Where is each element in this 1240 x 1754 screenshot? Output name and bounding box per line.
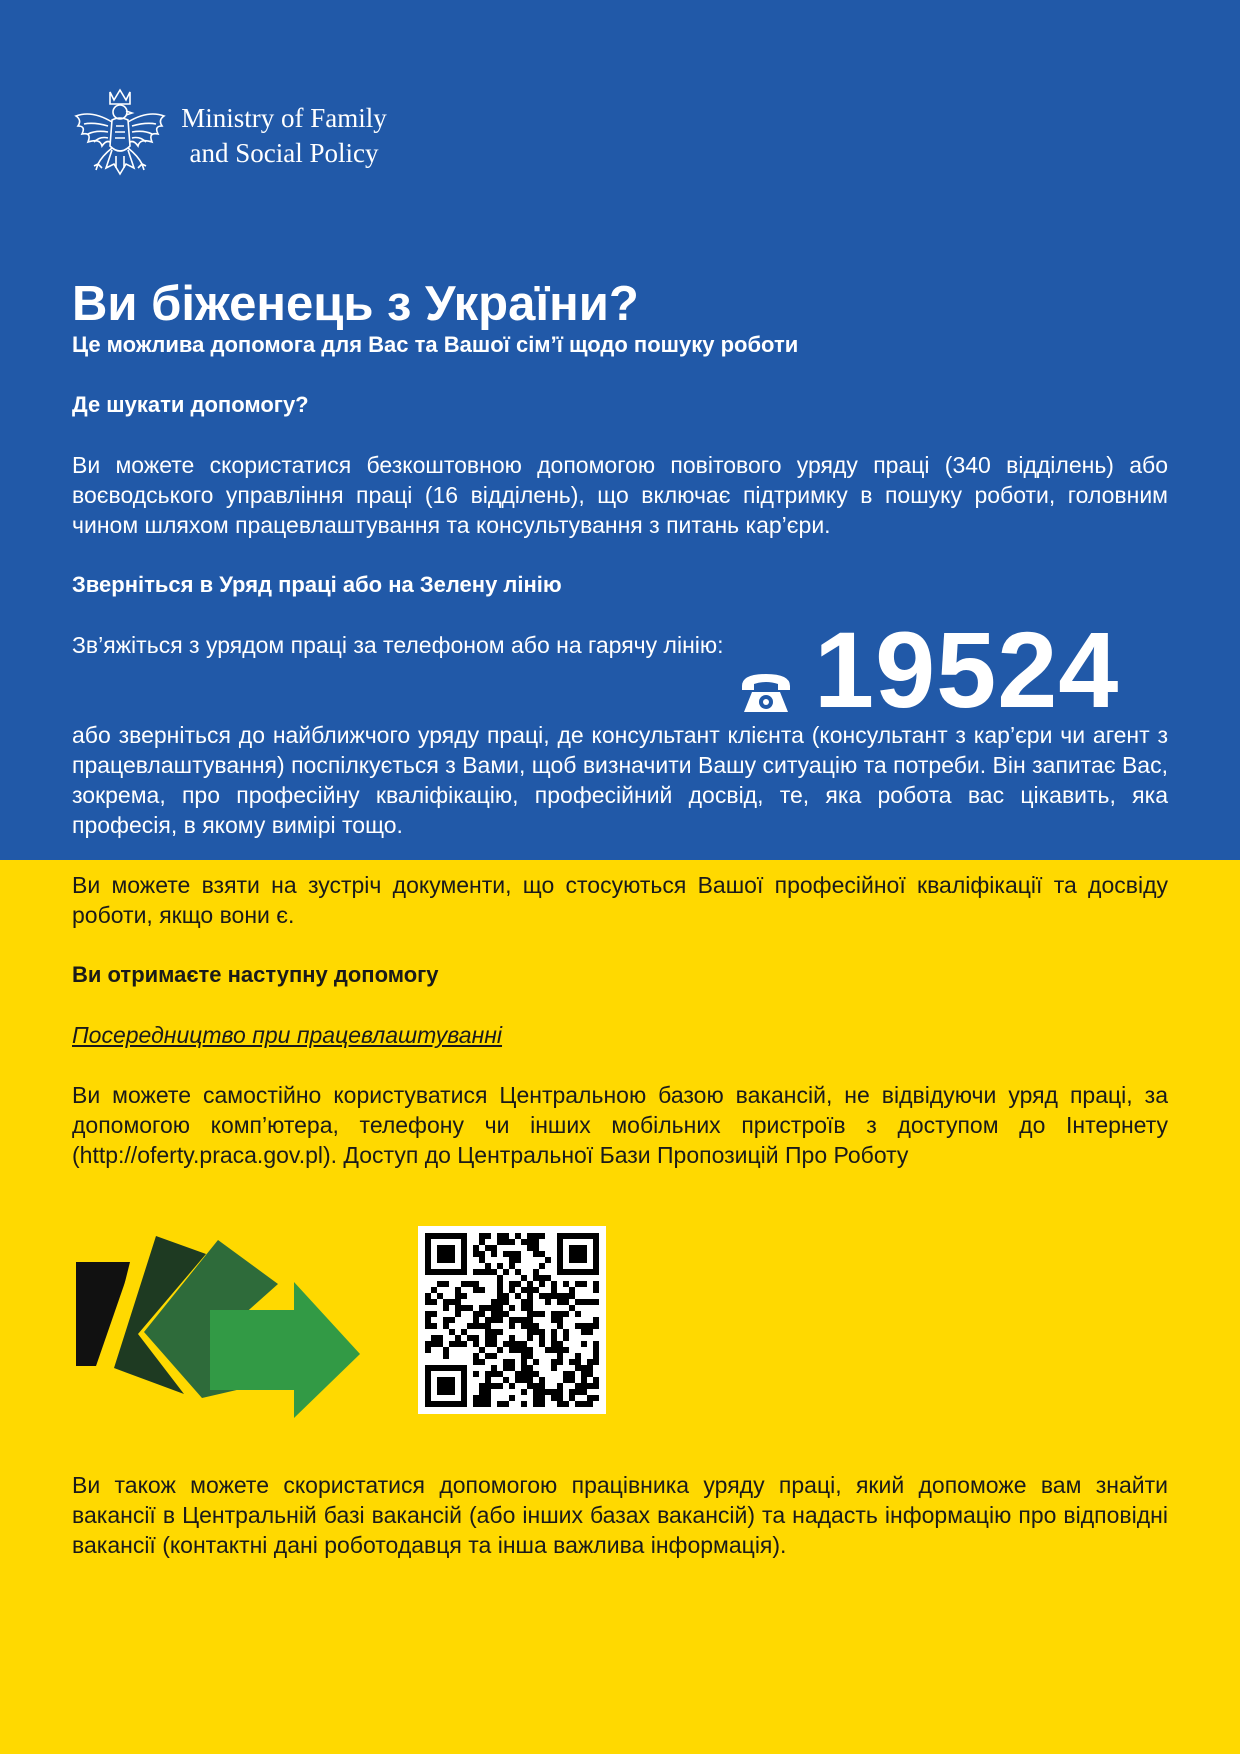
subheading-job-placement: Посередництво при працевлаштуванні [72, 1022, 503, 1048]
green-arrow-cards-logo-icon [74, 1236, 364, 1418]
ministry-name-line1: Ministry of Family [181, 103, 387, 133]
section-heading-where-help: Де шукати допомогу? [72, 392, 309, 417]
hotline-number[interactable]: 19524 [814, 609, 1120, 730]
page-title: Ви біженець з України? [72, 277, 639, 331]
section-text-where-help: Ви можете скористатися безкоштовною допомогою повітового уряду праці (340 відділень) або воєводського управління праці (16 відділень), що включає підтримку в пошуку роботи, головним чином шляхом працевлаштування та консультування з питань кар’єри. [72, 452, 1168, 538]
qr-code-icon[interactable] [418, 1226, 606, 1414]
telephone-icon [738, 668, 794, 716]
section-heading-assistance: Ви отримаєте наступну допомогу [72, 962, 439, 987]
contact-text: Зв’яжіться з урядом праці за телефоном або на гарячу лінію: [72, 632, 724, 658]
consultant-text: або зверніться до найближчого уряду праці, де консультант клієнта (консультант з кар’єри чи агент з працевлаштування) поспілкується з Вами, щоб визначити Вашу ситуацію та потреби. Він запитає Вас, зокрема, про професійну кваліфікацію, професійний досвід, те, яка робота вас цікавить, яка професія, в якому вимірі тощо. [72, 722, 1168, 838]
job-database-text: Ви можете самостійно користуватися Центральною базою вакансій, не відвідуючи уряд праці, за допомогою комп’ютера, телефону чи інших мобільних пристроїв з доступом до Інтернету (http://oferty.praca.gov.pl). Доступ до Центральної Бази Пропозицій Про Роботу [72, 1082, 1168, 1168]
polish-eagle-emblem-icon [72, 86, 168, 186]
ministry-logo [72, 86, 392, 186]
ministry-name-line2: and Social Policy [189, 138, 379, 168]
section-heading-contact: Зверніться в Уряд праці або на Зелену лінію [72, 572, 562, 597]
page-subtitle: Це можлива допомога для Вас та Вашої сім’ї щодо пошуку роботи [72, 332, 799, 357]
documents-text: Ви можете взяти на зустріч документи, що стосуються Вашої професійної кваліфікації та досвіду роботи, якщо вони є. [72, 872, 1168, 928]
worker-help-text: Ви також можете скористатися допомогою працівника уряду праці, який допоможе вам знайти вакансії в Центральній базі вакансій (або інших базах вакансій) та надасть інформацію про відповідні вакансії (контактні дані роботодавця та інша важлива інформація). [72, 1472, 1168, 1558]
